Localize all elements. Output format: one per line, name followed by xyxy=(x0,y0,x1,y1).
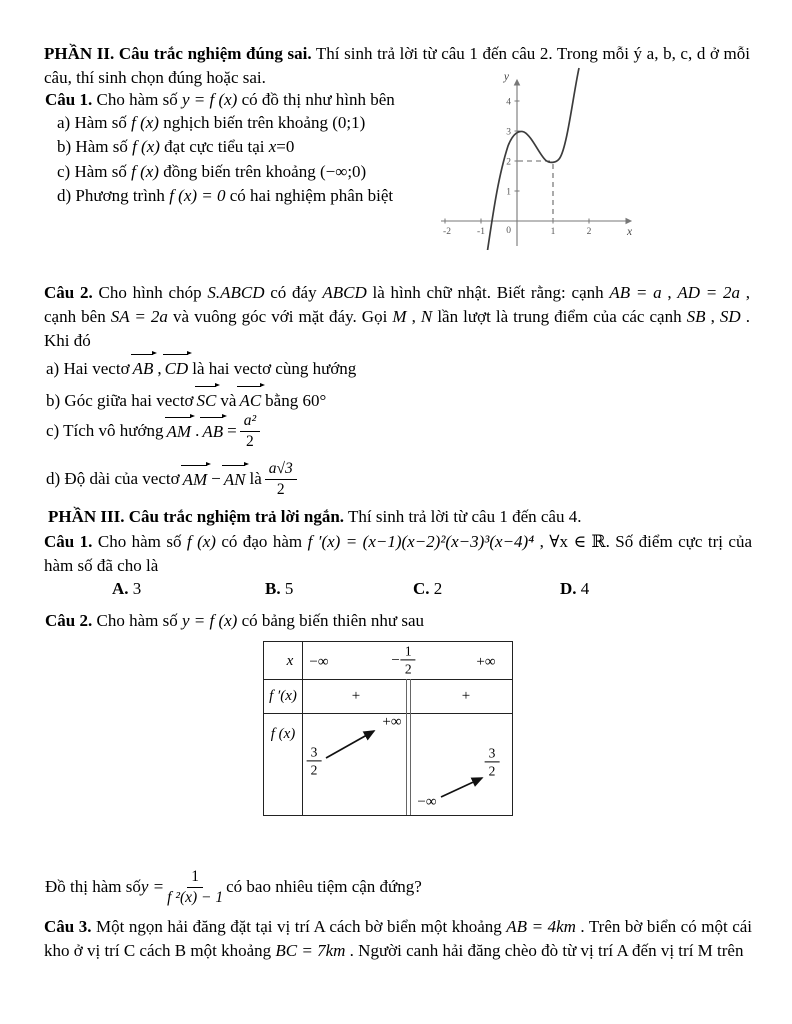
text-segment: , xyxy=(705,307,720,326)
text-segment: . Trên bờ biển có một cái kho ở vị trí C cách B một khoảng xyxy=(44,917,753,960)
option-value: 5 xyxy=(284,579,294,598)
text-segment: có hai nghiệm phân biệt xyxy=(225,186,394,206)
fx-label: f (x) xyxy=(270,726,296,742)
q1-item-d xyxy=(57,184,437,208)
text-segment: lần lượt là trung điểm của các cạnh xyxy=(432,307,687,326)
text-segment: c) Hàm số xyxy=(57,161,132,181)
text-segment: M xyxy=(392,307,407,326)
text-segment: , cạnh bên xyxy=(44,283,751,326)
neg-infinity: −∞ xyxy=(309,654,329,670)
vector-AC: AC xyxy=(237,388,264,413)
text-segment: a) Hàm số xyxy=(57,113,132,132)
text-segment: . Người canh hải đăng chèo đò từ vị trí A đến vị trí M trên xyxy=(345,941,744,960)
answer-option-a xyxy=(112,577,141,601)
text-segment: có đồ thị như hình bên xyxy=(237,90,395,109)
text-segment: Cho hàm số xyxy=(92,90,182,109)
y-axis-label: y xyxy=(503,71,509,83)
text-segment: AD = 2a xyxy=(677,283,741,302)
text-segment: y = f (x) xyxy=(181,90,238,109)
fprime-label: f ′(x) xyxy=(269,688,297,704)
tick-label: 2 xyxy=(586,227,592,237)
text-segment: f (x) xyxy=(132,137,160,157)
part2-q1-intro xyxy=(45,88,395,112)
fraction-a2-over-2 xyxy=(240,412,260,450)
option-letter: C. xyxy=(413,579,430,598)
text-segment: b) Hàm số xyxy=(57,137,133,157)
y-equals: y = xyxy=(140,877,165,896)
tick-label: 4 xyxy=(506,97,511,108)
text-segment: PHẦN III. Câu trắc nghiệm trả lời ngắn. xyxy=(48,507,345,526)
text-segment: có đạo hàm xyxy=(215,532,308,551)
fraction-numerator: 3 xyxy=(307,744,322,761)
item-text: là hai vectơ cùng hướng xyxy=(192,358,357,378)
text-segment: Cho hàm số xyxy=(92,611,182,630)
text-segment: f (x) = 0 xyxy=(169,186,226,206)
trend-arrows xyxy=(264,642,512,815)
asymptote-question xyxy=(45,861,422,913)
text-segment: f (x) xyxy=(131,113,159,132)
fraction-denominator: 2 xyxy=(488,763,496,779)
tick-label: -1 xyxy=(477,227,485,237)
text-segment: Câu 2. xyxy=(45,611,93,630)
part3-q2-intro xyxy=(45,609,424,633)
text-segment: f (x) xyxy=(131,161,159,181)
item-text: c) Tích vô hướng xyxy=(46,421,164,440)
text-segment: Cho hàm số xyxy=(92,532,187,551)
q2-item-a xyxy=(46,356,356,381)
text-segment: Câu 3. xyxy=(44,917,92,936)
dashed-guide-lines xyxy=(518,161,553,219)
option-value: 4 xyxy=(580,579,590,598)
fraction-1-over-f2x-1 xyxy=(167,868,223,906)
text-segment: d) Phương trình xyxy=(57,186,170,206)
fraction-numerator: a² xyxy=(240,412,260,431)
text-segment: , ∀x ∈ ℝ. Số điểm cực trị của hàm số đã cho là xyxy=(44,532,752,575)
option-value: 3 xyxy=(132,579,142,598)
fraction-asqrt3-over-2 xyxy=(265,460,297,498)
tick-label: 1 xyxy=(506,187,511,198)
text-segment: ABCD xyxy=(322,283,367,302)
vector-SC: SC xyxy=(195,388,220,413)
vector-CD: CD xyxy=(163,356,192,381)
sign-plus: + xyxy=(351,688,361,704)
text-segment: Thí sinh trả lời từ câu 1 đến câu 4. xyxy=(344,507,582,526)
text-segment: . Khi đó xyxy=(44,307,751,350)
part2-q1-items xyxy=(57,111,437,209)
function-graph xyxy=(437,66,683,250)
text-segment: SD xyxy=(719,307,741,326)
fraction-denominator: 2 xyxy=(310,762,318,778)
fraction-denominator: 2 xyxy=(246,432,254,450)
text-segment: Câu 1. xyxy=(44,532,93,551)
increasing-arrow xyxy=(326,731,374,758)
part3-q3-paragraph xyxy=(44,915,752,963)
question-text: có bao nhiêu tiệm cận đứng? xyxy=(226,877,422,896)
answer-option-b xyxy=(265,577,293,601)
tick-label: 2 xyxy=(506,157,511,168)
fraction-denominator: 2 xyxy=(404,661,412,677)
fraction-numerator: 3 xyxy=(485,745,500,762)
vector-AN: AN xyxy=(222,467,249,492)
text-segment: f ′(x) = (x−1)(x−2)²(x−3)³(x−4)⁴ xyxy=(307,532,535,551)
variation-table xyxy=(263,641,513,816)
part3-q1-paragraph xyxy=(44,530,752,578)
q1-item-c xyxy=(57,160,437,184)
answer-option-d xyxy=(560,577,589,601)
table-var-label: x xyxy=(286,653,294,669)
vector-AB: AB xyxy=(131,356,157,381)
function-curve xyxy=(487,68,579,250)
fraction-numerator: 1 xyxy=(187,868,203,887)
fraction-denominator: 2 xyxy=(276,480,285,498)
text-segment: y = f (x) xyxy=(181,611,238,630)
text-segment: đạt cực tiểu tại xyxy=(159,137,269,157)
text-segment: Cho hình chóp xyxy=(92,283,208,302)
q2-item-d xyxy=(46,453,300,505)
text-segment: là hình chữ nhật. Biết rằng: cạnh xyxy=(366,283,610,302)
text-segment: Câu 1. xyxy=(45,90,93,109)
text-segment: Một ngọn hải đăng đặt tại vị trí A cách bờ biển một khoảng xyxy=(91,917,507,936)
item-text: − xyxy=(211,469,221,488)
text-segment: , xyxy=(661,283,678,302)
text-segment: =0 xyxy=(276,137,295,157)
text-segment: SB xyxy=(686,307,706,326)
tick-label: 0 xyxy=(506,226,511,236)
minus-sign: − xyxy=(391,652,400,668)
item-text: a) Hai vectơ xyxy=(46,358,130,378)
option-letter: D. xyxy=(560,579,577,598)
q1-item-a xyxy=(57,111,437,135)
text-segment: nghịch biến trên khoảng (0;1) xyxy=(158,113,366,132)
text-segment: Thí sinh trả lời từ câu 1 đến câu 2. Trong mỗi ý a, b, c, d ở mỗi câu, thí sinh chọn đúng hoặc sai. xyxy=(44,44,750,87)
item-text: và xyxy=(220,390,237,410)
text-segment: PHẦN II. Câu trắc nghiệm đúng sai. xyxy=(44,44,312,63)
answer-option-c xyxy=(413,577,442,601)
text-segment: có bảng biến thiên như sau xyxy=(237,611,425,630)
text-segment: N xyxy=(420,307,433,326)
increasing-arrow xyxy=(441,778,482,797)
text-segment: f (x) xyxy=(186,532,216,551)
tick-label: 1 xyxy=(550,227,556,237)
fraction-denominator: f ²(x) − 1 xyxy=(167,888,224,906)
option-letter: B. xyxy=(265,579,281,598)
text-segment: đồng biến trên khoảng (−∞;0) xyxy=(158,161,367,181)
x-axis-label: x xyxy=(627,226,633,238)
item-text: = xyxy=(227,421,237,440)
fraction-numerator: a√3 xyxy=(265,460,297,479)
text-segment: x xyxy=(268,137,277,157)
vector-AM: AM xyxy=(181,467,211,492)
text-segment: BC = 7km xyxy=(275,941,346,960)
fraction-numerator: 1 xyxy=(401,643,416,660)
pos-infinity: +∞ xyxy=(476,654,496,670)
vector-AM: AM xyxy=(165,419,195,444)
tick-label: -2 xyxy=(443,227,451,237)
item-text: bằng 60° xyxy=(265,390,327,410)
item-text: b) Góc giữa hai vectơ xyxy=(46,390,194,410)
limit-neg-infinity: −∞ xyxy=(417,794,437,810)
text-segment: và vuông góc với mặt đáy. Gọi xyxy=(167,307,393,326)
text-segment: , xyxy=(406,307,421,326)
option-letter: A. xyxy=(112,579,129,598)
option-value: 2 xyxy=(433,579,443,598)
text-segment: AB = 4km xyxy=(506,917,576,936)
text-segment: AB = a xyxy=(609,283,662,302)
sign-plus: + xyxy=(461,688,471,704)
text-segment: Câu 2. xyxy=(44,283,93,302)
part2-q2-paragraph xyxy=(44,281,750,353)
question-text: Đồ thị hàm số xyxy=(45,877,141,896)
text-segment: có đáy xyxy=(264,283,323,302)
q2-item-c xyxy=(46,406,263,456)
vector-AB: AB xyxy=(200,419,226,444)
item-text: , xyxy=(157,358,162,378)
text-segment: S.ABCD xyxy=(207,283,265,302)
item-text: d) Độ dài của vectơ xyxy=(46,469,180,488)
text-segment: SA = 2a xyxy=(110,307,168,326)
item-text: là xyxy=(249,469,262,488)
item-text: . xyxy=(195,421,200,440)
limit-pos-infinity: +∞ xyxy=(382,714,402,730)
tick-label: 3 xyxy=(506,127,511,138)
part3-heading xyxy=(48,505,748,529)
q1-item-b xyxy=(57,135,437,159)
